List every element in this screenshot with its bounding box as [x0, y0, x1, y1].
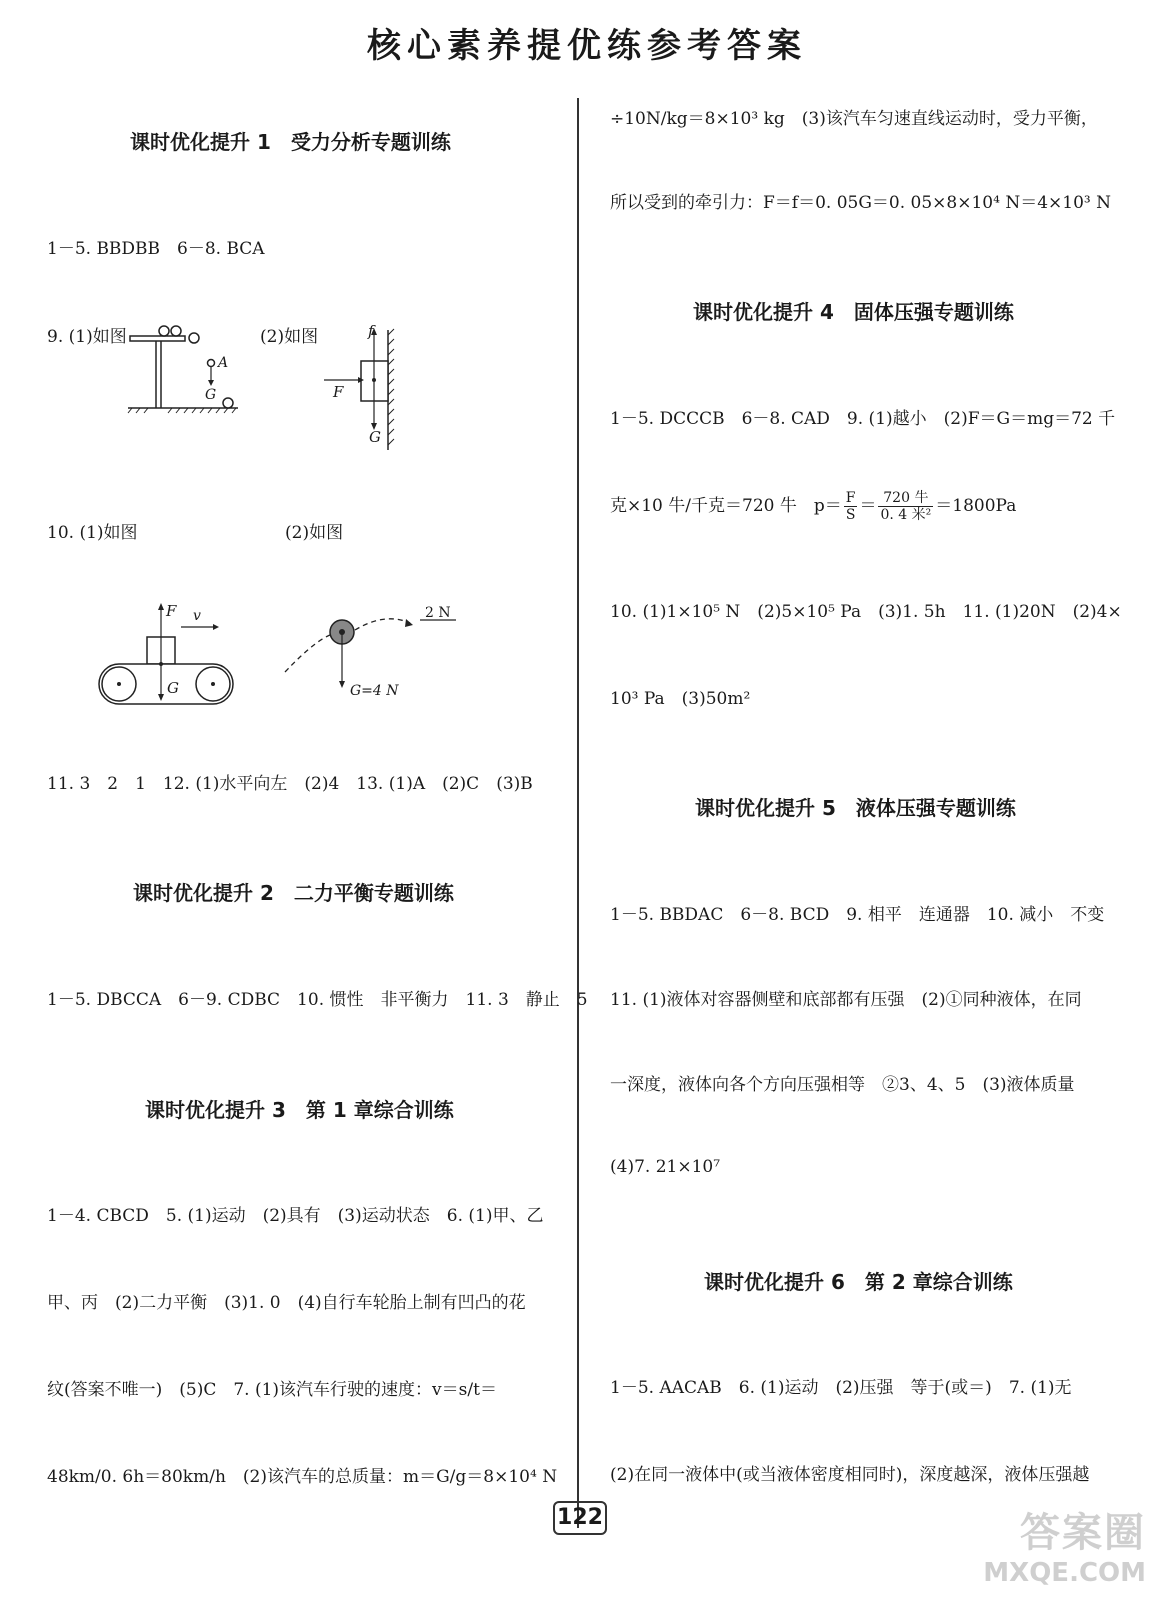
- figure-9-1: [120, 318, 250, 428]
- answer-line: [610, 490, 1016, 523]
- fraction-numerator: F: [845, 490, 856, 506]
- label-F: F: [166, 602, 177, 620]
- page-number: 122: [553, 1501, 607, 1535]
- section-title-5: 课时优化提升 5 液体压强专题训练: [695, 796, 1016, 820]
- answer-line: 11. 3 2 1 12. (1)水平向左 (2)4 13. (1)A (2)C (3)B: [47, 774, 533, 794]
- fraction: [844, 490, 858, 523]
- answer-line: 9. (1)如图: [47, 327, 127, 347]
- watermark-url: MXQE.COM: [983, 1558, 1146, 1588]
- fraction-denominator: S: [845, 507, 856, 523]
- answer-line: (2)如图: [260, 327, 319, 347]
- fraction-numerator: 720 牛: [878, 490, 933, 507]
- label-A: A: [218, 355, 229, 371]
- answer-line: 1－5. AACAB 6. (1)运动 (2)压强 等于(或＝) 7. (1)无: [610, 1378, 1072, 1398]
- answer-line: 48km/0. 6h＝80km/h (2)该汽车的总质量：m＝G/g＝8×10⁴ N: [47, 1467, 558, 1487]
- section-title-3: 课时优化提升 3 第 1 章综合训练: [145, 1098, 454, 1122]
- answer-line: ÷10N/kg＝8×10³ kg (3)该汽车匀速直线运动时，受力平衡，: [610, 109, 1098, 129]
- watermark-text: 答案圈: [1020, 1510, 1146, 1556]
- label-G: G: [205, 387, 217, 403]
- answer-line: 1－5. DBCCA 6－9. CDBC 10. 惯性 非平衡力 11. 3 静止 5: [47, 990, 588, 1010]
- label-F: F: [333, 383, 344, 401]
- answer-line: (4)7. 21×10⁷: [610, 1157, 721, 1177]
- answer-text: ＝1800Pa: [935, 496, 1017, 516]
- fraction-denominator: 0. 4 米²: [880, 507, 932, 523]
- page-title: 核心素养提优练参考答案: [367, 26, 807, 66]
- answer-line: 一深度，液体向各个方向压强相等 ②3、4、5 (3)液体质量: [610, 1075, 1075, 1095]
- answer-text: 克×10 牛/千克＝720 牛 p＝: [610, 496, 842, 516]
- answer-line: 1－4. CBCD 5. (1)运动 (2)具有 (3)运动状态 6. (1)甲、乙: [47, 1206, 544, 1226]
- section-title-4: 课时优化提升 4 固体压强专题训练: [693, 300, 1014, 324]
- scale-label: 2 N: [425, 605, 451, 621]
- section-title-1: 课时优化提升 1 受力分析专题训练: [130, 130, 451, 154]
- answer-line: 10. (1)1×10⁵ N (2)5×10⁵ Pa (3)1. 5h 11. (1)20N (2)4×: [610, 602, 1122, 622]
- answer-line: (2)在同一液体中(或当液体密度相同时)，深度越深，液体压强越: [610, 1465, 1090, 1485]
- answer-line: 10³ Pa (3)50m²: [610, 689, 751, 709]
- answer-line: 纹(答案不唯一) (5)C 7. (1)该汽车行驶的速度：v＝s/t＝: [47, 1380, 497, 1400]
- label-G: G=4 N: [350, 683, 399, 699]
- answer-line: 所以受到的牵引力：F＝f＝0. 05G＝0. 05×8×10⁴ N＝4×10³ N: [610, 193, 1111, 213]
- label-v: v: [193, 608, 201, 624]
- section-title-2: 课时优化提升 2 二力平衡专题训练: [133, 881, 454, 905]
- section-title-6: 课时优化提升 6 第 2 章综合训练: [704, 1270, 1013, 1294]
- equals-sign: ＝: [859, 496, 877, 516]
- answer-line: 1－5. BBDAC 6－8. BCD 9. 相平 连通器 10. 减小 不变: [610, 905, 1105, 925]
- fraction: [878, 490, 933, 523]
- answer-line: 甲、丙 (2)二力平衡 (3)1. 0 (4)自行车轮胎上制有凹凸的花: [47, 1293, 526, 1313]
- answer-line: (2)如图: [285, 523, 344, 543]
- label-G: G: [369, 428, 381, 446]
- column-divider: [577, 98, 579, 1528]
- answer-line: 10. (1)如图: [47, 523, 138, 543]
- watermark: [983, 1501, 1146, 1588]
- label-f: f: [368, 322, 374, 340]
- answer-line: 1－5. DCCCB 6－8. CAD 9. (1)越小 (2)F＝G＝mg＝72 千: [610, 409, 1116, 429]
- answer-line: 1－5. BBDBB 6－8. BCA: [47, 239, 265, 259]
- label-G: G: [167, 679, 179, 697]
- answer-line: 11. (1)液体对容器侧壁和底部都有压强 (2)①同种液体，在同: [610, 990, 1082, 1010]
